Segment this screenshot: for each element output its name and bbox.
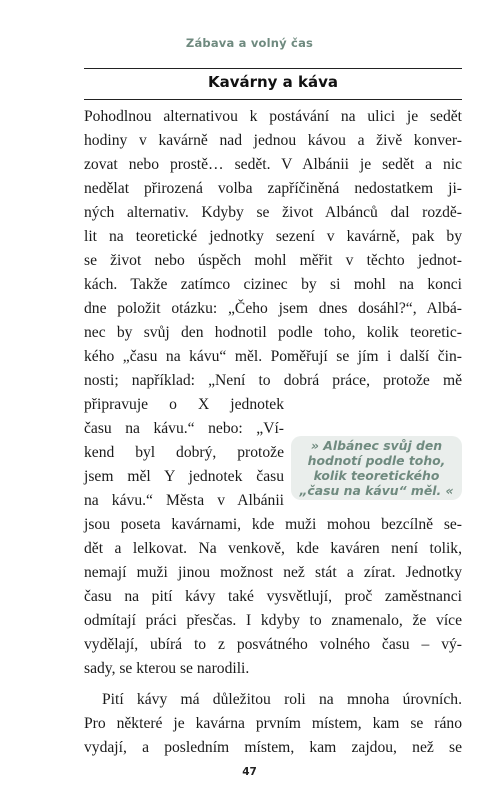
page-number: 47 xyxy=(242,766,257,778)
pull-quote-line: kolik teoretického xyxy=(313,468,440,483)
section-title: Kavárny a káva xyxy=(207,73,339,91)
body-line: vydělají, ubírá to z posvátného volného času – vý- xyxy=(84,636,462,653)
body-line: kého „času na kávu“ měl. Poměřují se jím i další čin- xyxy=(84,348,462,365)
body-line: Pro některé je kavárna prvním místem, kam se ráno xyxy=(84,715,462,732)
body-line: odmítají práci přesčas. I kdyby to znamenalo, že více xyxy=(84,612,462,629)
body-line: času na kávu.“ nebo: „Ví- xyxy=(84,420,284,437)
body-line: jsem měl Y jednotek času xyxy=(84,468,284,485)
body-line: nosti; například: „Není to dobrá práce, protože mě xyxy=(84,372,462,389)
section-rule-top xyxy=(84,68,462,69)
body-line: připravuje o X jednotek xyxy=(84,396,284,413)
body-line: nemají muži jinou možnost než stát a zírat. Jednotky xyxy=(84,564,462,581)
body-line: sady, se kterou se narodili. xyxy=(84,660,250,677)
body-line: kách. Takže zatímco cizinec by si mohl na konci xyxy=(84,276,462,293)
body-line: Pohodlnou alternativou k postávání na ulici je sedět xyxy=(84,108,462,125)
body-line: se život nebo úspěch mohl měřit v těchto jednot- xyxy=(84,252,462,269)
pull-quote-line: „času na kávu“ měl. « xyxy=(299,483,454,498)
body-line: ných alternativ. Kdyby se život Albánců dal rozdě- xyxy=(84,204,462,221)
body-line: lit na teoretické jednotky sezení v kavárně, pak by xyxy=(84,228,462,245)
body-line: na kávu.“ Města v Albánii xyxy=(84,492,284,509)
pull-quote-line: » Albánec svůj den xyxy=(310,438,443,453)
body-line: hodiny v kavárně nad jednou kávou a živě konver- xyxy=(84,132,462,149)
body-line: dne položit otázku: „Čeho jsem dnes dosáhl?“, Albá- xyxy=(84,300,462,317)
body-line: kend byl dobrý, protože xyxy=(84,444,284,461)
body-line: dět a lelkovat. Na venkově, kde kaváren není tolik, xyxy=(84,540,462,557)
body-line: Pití kávy má důležitou roli na mnoha úrovních. xyxy=(102,691,462,708)
body-line: zovat nebo prostě… sedět. V Albánii je sedět a nic xyxy=(84,156,462,173)
body-line: vydají, a posledním místem, kam zajdou, než se xyxy=(84,739,462,756)
body-line: jsou poseta kavárnami, kde muži mohou bezcílně se- xyxy=(84,516,462,533)
body-line: nedělat přirozená volba zapříčiněná nedostatkem ji- xyxy=(84,180,462,197)
body-line: času na pití kávy také vysvětlují, proč zaměstnanci xyxy=(84,588,462,605)
running-head: Zábava a volný čas xyxy=(185,36,314,50)
section-rule-bottom xyxy=(84,99,462,100)
body-line: nec by svůj den hodnotil podle toho, kolik teoretic- xyxy=(84,324,462,341)
pull-quote-line: hodnotí podle toho, xyxy=(307,453,446,468)
